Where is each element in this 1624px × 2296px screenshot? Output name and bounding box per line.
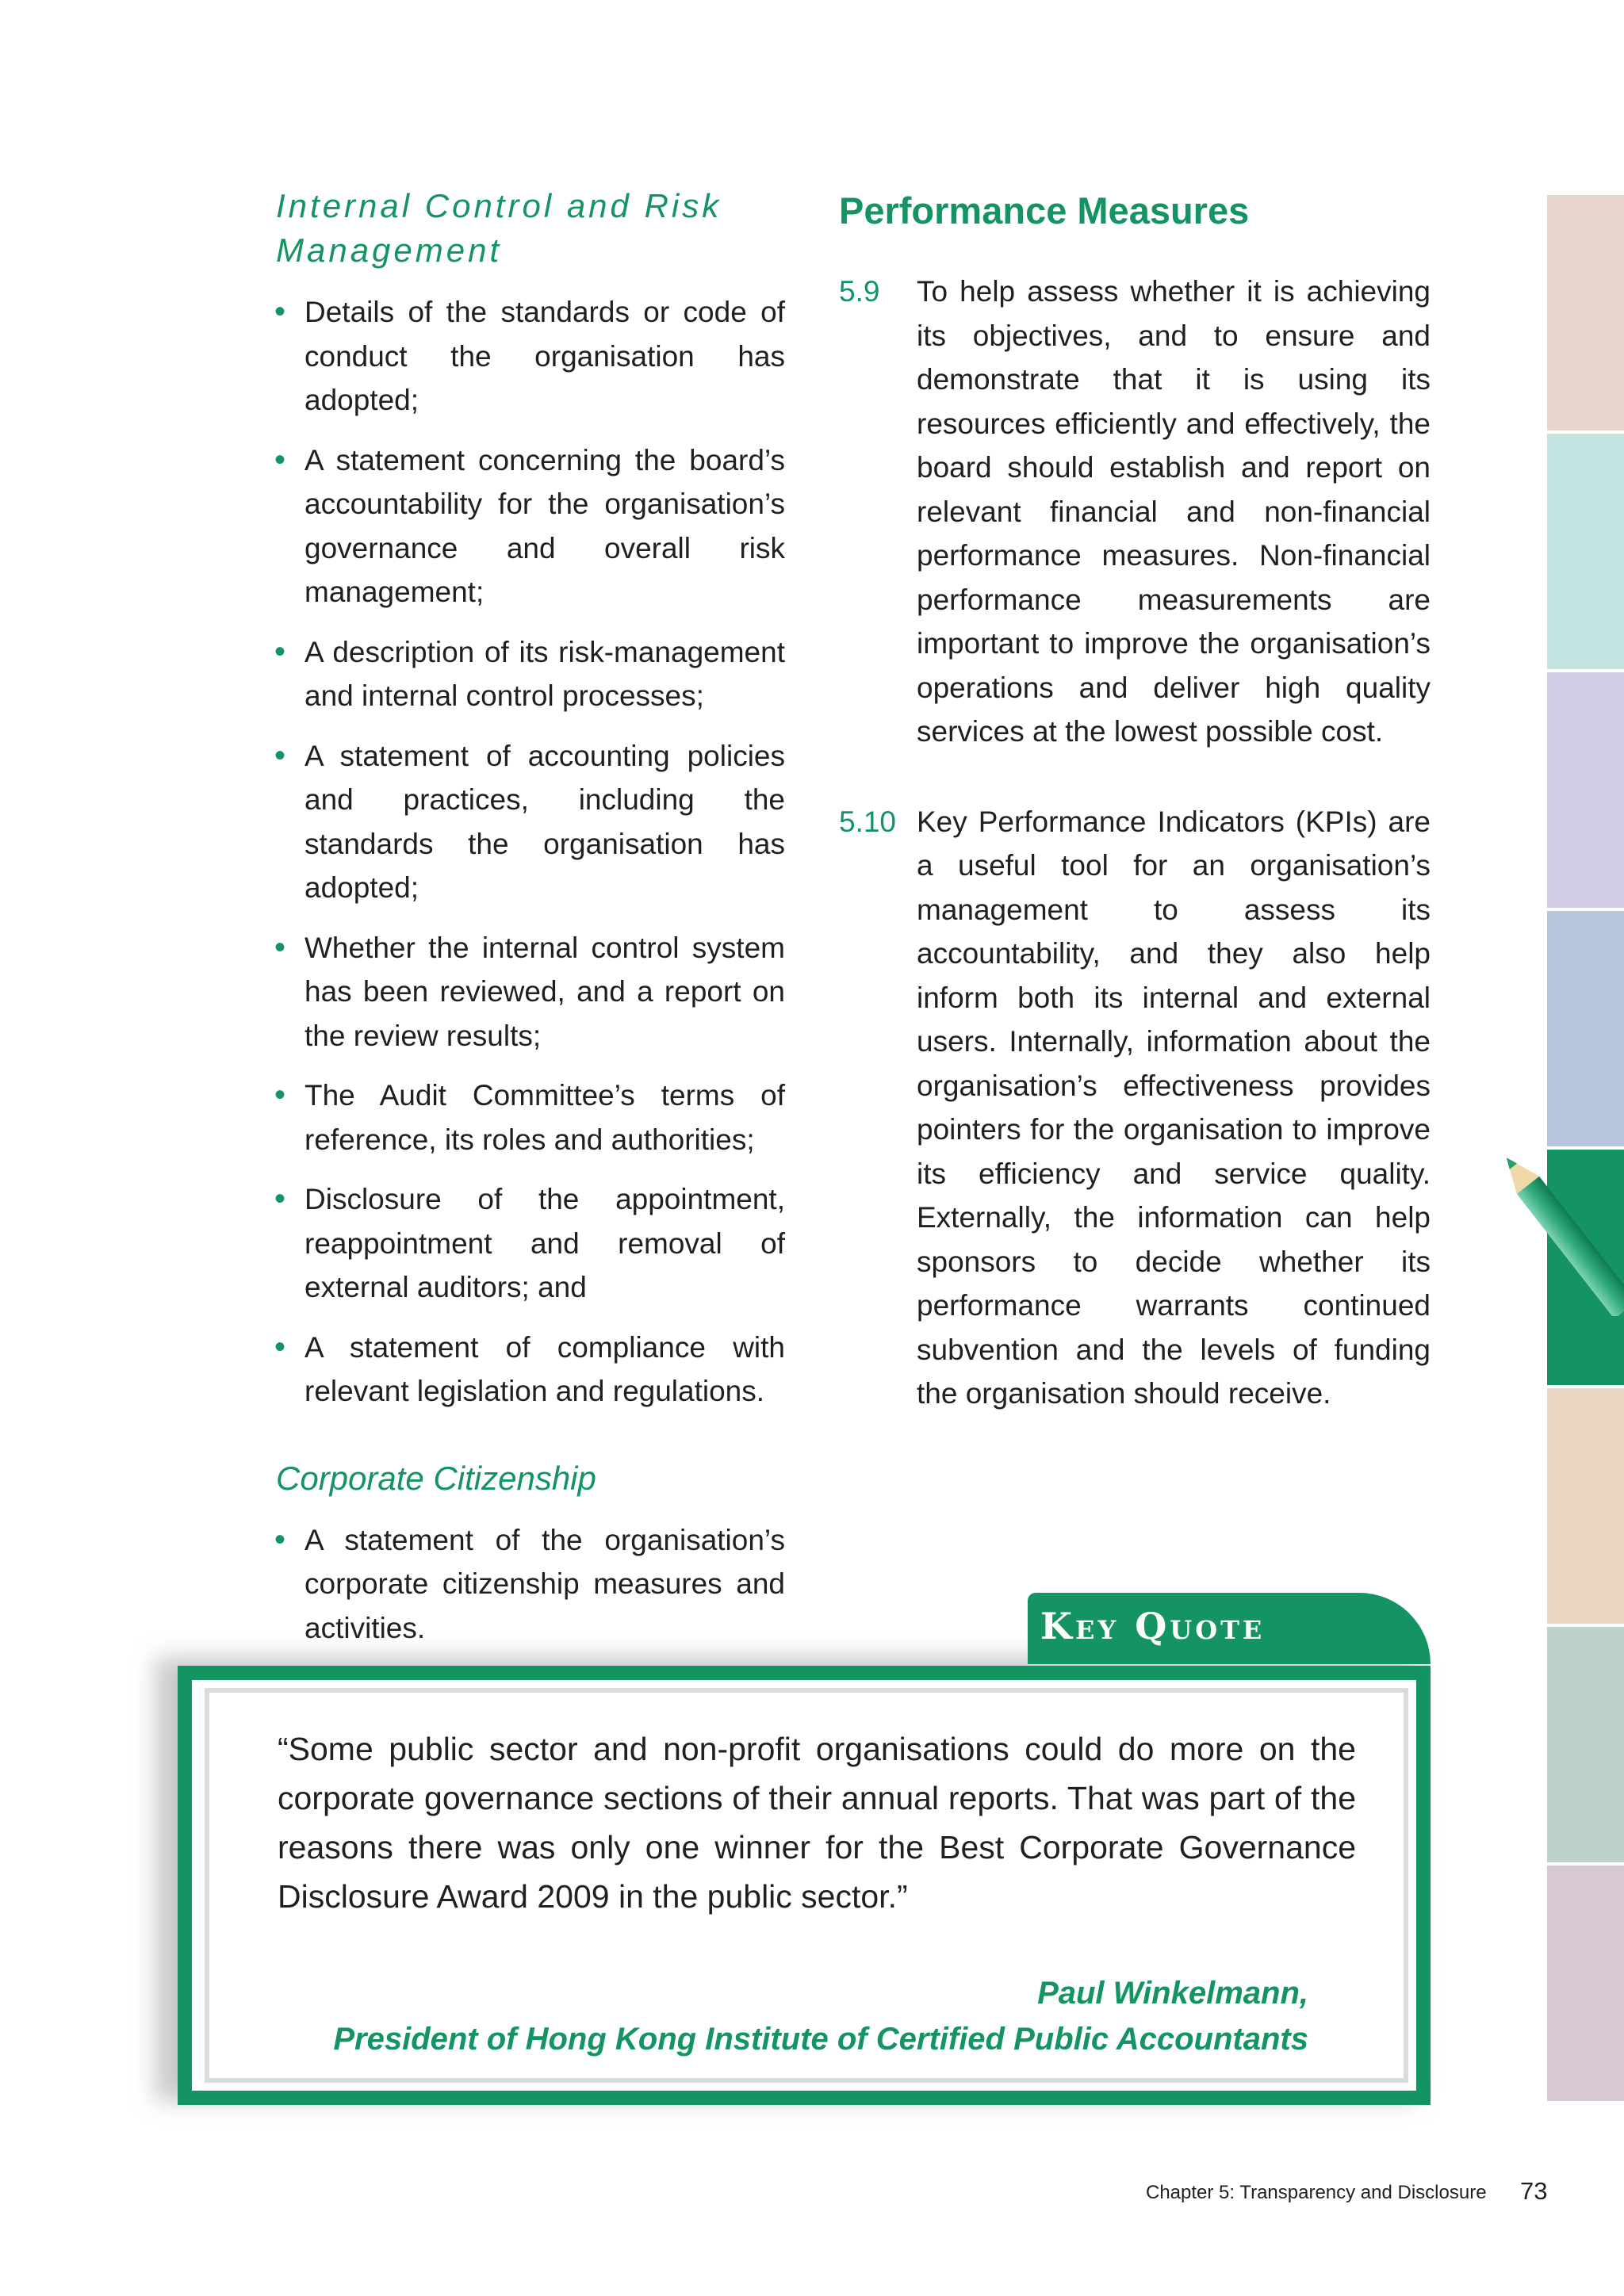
key-quote-author-title: President of Hong Kong Institute of Certified Public Accountants xyxy=(333,2022,1308,2057)
list-item: • Details of the standards or code of conduct the organisation has adopted; xyxy=(304,290,785,423)
list-item: • Whether the internal control system has been reviewed, and a report on the review results; xyxy=(304,926,785,1058)
right-column xyxy=(839,187,1431,1462)
pencil-icon xyxy=(1499,1142,1624,1316)
paragraph-text: Key Performance Indicators (KPIs) are a useful tool for an organisation’s management to assess its accountability, and they also help inform both its internal and external users. Internally, information about the organisation’s effectiveness provides pointers for the organisation to improve its efficiency and service quality. Externally, the information can help sponsors to decide whether its performance warrants continued subvention and the levels of funding the organisation should receive. xyxy=(917,805,1431,1410)
paragraph-number: 5.9 xyxy=(839,275,880,308)
left-column xyxy=(276,184,785,1666)
side-tab xyxy=(1547,193,1624,430)
paragraph-text: To help assess whether it is achieving its objectives, and to ensure and demonstrate that it is using its resources efficiently and effectively, the board should establish and report on relevant financial and non-financial performance measures. Non-financial performance measurements are important to improve the organisation’s operations and deliver high quality services at the lowest possible cost. xyxy=(917,275,1431,748)
corporate-citizenship-section xyxy=(276,1456,785,1651)
performance-measures-heading: Performance Measures xyxy=(839,189,1250,232)
list-item: • A description of its risk-management and internal control processes; xyxy=(304,630,785,718)
numbered-paragraph xyxy=(839,270,1431,754)
key-quote-author: Paul Winkelmann, xyxy=(1037,1976,1308,2011)
side-tab xyxy=(1547,1387,1624,1624)
key-quote-attribution xyxy=(333,1970,1308,2062)
paragraph-list xyxy=(839,270,1431,1416)
list-item: • The Audit Committee’s terms of reference, its roles and authorities; xyxy=(304,1073,785,1161)
side-tab xyxy=(1547,909,1624,1146)
page-number: 73 xyxy=(1520,2177,1548,2205)
paragraph-number: 5.10 xyxy=(839,805,897,838)
side-tab xyxy=(1547,671,1624,908)
list-item: • Disclosure of the appointment, reappointment and removal of external auditors; and xyxy=(304,1177,785,1310)
footer-chapter: Chapter 5: Transparency and Disclosure xyxy=(1146,2182,1487,2203)
corporate-citizenship-list xyxy=(276,1518,785,1651)
corporate-citizenship-heading: Corporate Citizenship xyxy=(276,1459,596,1497)
numbered-paragraph xyxy=(839,800,1431,1416)
list-item: • A statement concerning the board’s accountability for the organisation’s governance and overall risk management; xyxy=(304,438,785,614)
key-quote-title: Key Quote xyxy=(1040,1605,1266,1647)
key-quote-text: “Some public sector and non-profit organisations could do more on the corporate governance sections of their annual reports. That was part of the reasons there was only one winner for the Best Corporate Governance Disclosure Award 2009 in the public sector.” xyxy=(278,1731,1356,1915)
side-tab xyxy=(1547,432,1624,669)
list-item: • A statement of accounting policies and practices, including the standards the organisation has adopted; xyxy=(304,734,785,910)
side-tab xyxy=(1547,1625,1624,1862)
list-item: • A statement of compliance with relevant legislation and regulations. xyxy=(304,1326,785,1414)
list-item: • A statement of the organisation’s corporate citizenship measures and activities. xyxy=(304,1518,785,1651)
side-tab xyxy=(1547,1864,1624,2101)
key-quote-inner-frame xyxy=(205,1688,1408,2083)
internal-control-heading: Internal Control and Risk Management xyxy=(276,187,722,269)
internal-control-list xyxy=(276,290,785,1414)
internal-control-section xyxy=(276,184,785,1414)
key-quote-box xyxy=(178,1666,1431,2105)
